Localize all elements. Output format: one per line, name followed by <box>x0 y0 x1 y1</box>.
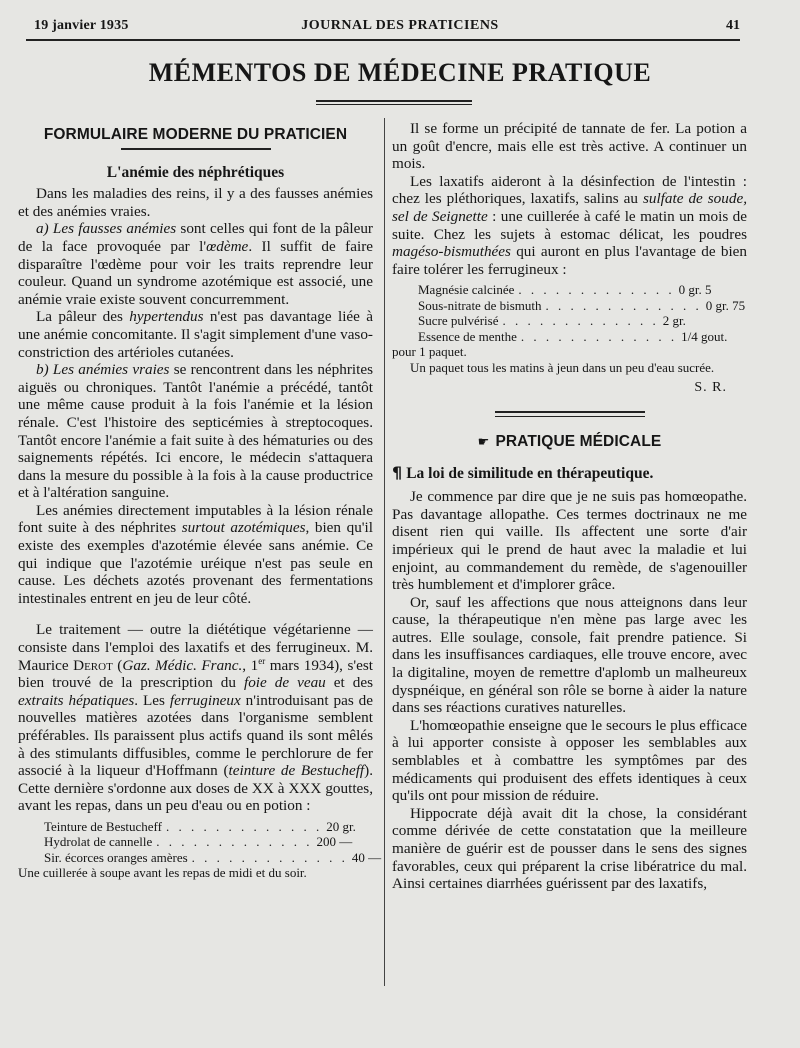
section-title-formulaire: FORMULAIRE MODERNE DU PRATICIEN <box>43 126 348 143</box>
recipe-row: Sous-nitrate de bismuth . . . . . . . . . . . . . 0 gr. 75 <box>418 297 746 313</box>
paragraph: Le traitement — outre la diététique végétarienne — consiste dans l'emploi des laxatifs et des ferrugineux. M. Maurice Derot (Gaz. Médic. Franc., 1er mars 1934), s'est bien trouvé de la prescription du foie de veau et des extraits hépatiques. Les ferrugineux n'introduisant pas de nouvelles matières azotées dans l'organisme semblent préférables. Ils paraissent plus actifs quand ils sont mêlés à des stimulants diffusibles, comme le perchlorure de fer associé à la liqueur d'Hoffmann (teinture de Bestucheff). Cette dernière s'ordonne aux doses de XX à XXX gouttes, avant les repas, dans un peu d'eau ou en potion : <box>18 621 374 815</box>
article-title-anemie: L'anémie des néphrétiques <box>106 163 285 181</box>
paragraph: b) Les anémies vraies se rencontrent dans les néphrites aiguës ou chroniques. Tantôt l'anémie a précédé, tantôt une même cause produit à la fois l'anémie et la lésion rénale. C'est l'histoire des septicémies à streptocoques. Tantôt encore l'anémie a fait suite à des hématuries ou des saignements répétés. Ici encore, le médecin s'attaquera dans la mesure du possible à la fois à la cause productrice et à l'altération sanguine. <box>18 361 373 502</box>
page-number: 41 <box>726 18 740 33</box>
paragraph: Hippocrate déjà avait dit la chose, la considérant comme dérivée de cette constatation que la meilleure manière de guérir est de pousser dans le sens des signes favorables, ceux qui préparent la crise libératrice du mal. Ainsi certaines diarrhées guérissent par des laxatifs, <box>392 804 747 893</box>
pointing-hand-icon: ☛ <box>477 434 490 450</box>
section-rule <box>495 411 645 413</box>
recipe-note: Un paquet tous les matins à jeun dans un peu d'eau sucrée. <box>410 359 715 375</box>
recipe-note: pour 1 paquet. <box>392 344 467 360</box>
page-title: MÉMENTOS DE MÉDECINE PRATIQUE <box>148 58 652 87</box>
right-column <box>392 120 747 893</box>
article-title-similitude: ¶ La loi de similitude en thérapeutique. <box>392 462 654 482</box>
recipe-row: Sir. écorces oranges amères . . . . . . . . . . . . . 40 — <box>44 849 382 865</box>
paragraph-mark-icon: ¶ <box>392 462 403 482</box>
paragraph: Je commence par dire que je ne suis pas homœopathe. Pas davantage allopathe. Ces termes doctrinaux ne me disent rien qui vaille. Ils affectent une sorte d'air impérieux qui le prend de haut avec la maladie et lui enjoint, au commandement du remède, de s'agenouiller très humblement et d'implorer grâce. <box>392 488 747 594</box>
section-title-pratique: ☛ PRATIQUE MÉDICALE <box>477 432 662 450</box>
author-signature: S. R. <box>694 380 727 396</box>
paragraph: Il se forme un précipité de tannate de fer. La potion a un goût d'encre, mais elle est très active. A continuer un mois. <box>392 120 747 173</box>
paragraph: a) Les fausses anémies sont celles qui font de la pâleur de la face provoquée par l'œdème. Il suffit de faire disparaître l'œdème pour voir les traits reprendre leur couleur. Quand un syndrome azotémique est associé, une anémie vraie existe souvent concurremment. <box>18 220 373 308</box>
section-rule <box>121 148 271 150</box>
header-rule <box>26 39 740 41</box>
paragraph: Dans les maladies des reins, il y a des fausses anémies et des anémies vraies. <box>18 185 373 220</box>
running-header <box>0 18 800 40</box>
journal-name: JOURNAL DES PRATICIENS <box>301 18 499 33</box>
recipe-row: Hydrolat de cannelle . . . . . . . . . . . . . 200 — <box>44 834 353 850</box>
paragraph: Les laxatifs aideront à la désinfection de l'intestin : chez les pléthoriques, laxatifs, salins au sulfate de soude, sel de Seignette : une cuillerée à café le matin un mois de suite. Chez les sujets à estomac délicat, les poudres magéso-bismuthées qui auront en plus l'avantage de bien faire tolérer les ferrugineux : <box>392 172 747 278</box>
left-column <box>18 120 382 883</box>
section-rule-thin <box>495 416 645 417</box>
paragraph: L'homœopathie enseigne que le secours le plus efficace à lui apporter consiste à opposer les semblables aux semblables et à combattre les symptômes par des médicaments qui produisent des effets identiques à ceux qu'ils ont pour mission de réduire. <box>392 716 747 805</box>
recipe-row: Essence de menthe . . . . . . . . . . . . . 1/4 gout. <box>418 328 728 344</box>
prescription-bestucheff <box>18 818 382 881</box>
paragraph: Les anémies directement imputables à la lésion rénale font suite à des néphrites surtout azotémiques, bien qu'il existe des exemples d'azotémie élevée sans anémie. Ce qui indique que l'azotémie uréique n'est pas seule en cause. Les déchets azotés provenant des fermentations intestinales entrent en jeu de leur côté. <box>18 501 373 607</box>
paragraph: La pâleur des hypertendus n'est pas davantage liée à une anémie concomitante. Il s'agit simplement d'une vaso-constriction des artérioles cutanées. <box>18 308 373 361</box>
recipe-row: Sucre pulvérisé . . . . . . . . . . . . . 2 gr. <box>418 313 686 329</box>
recipe-row: Teinture de Bestucheff . . . . . . . . . . . . . 20 gr. <box>44 818 356 834</box>
recipe-row: Magnésie calcinée . . . . . . . . . . . . . 0 gr. 5 <box>418 282 712 298</box>
recipe-note: Une cuillerée à soupe avant les repas de midi et du soir. <box>18 865 307 881</box>
issue-date: 19 janvier 1935 <box>34 18 129 33</box>
title-rule-thin <box>316 104 472 105</box>
paragraph: Or, sauf les affections que nous atteignons dans leur cause, la thérapeutique n'en mène pas large avec les autres. Elle soulage, console, fait prendre patience. Si dans les insuffisances cardiaques, elle trouve encore, avec la digitaline, moyen de remettre d'aplomb un malheureux dyspnéique, en général son rôle se borne à aider la nature dans ses réactions curatives naturelles. <box>392 593 747 717</box>
prescription-paquet <box>392 282 747 375</box>
title-rule <box>316 100 472 102</box>
